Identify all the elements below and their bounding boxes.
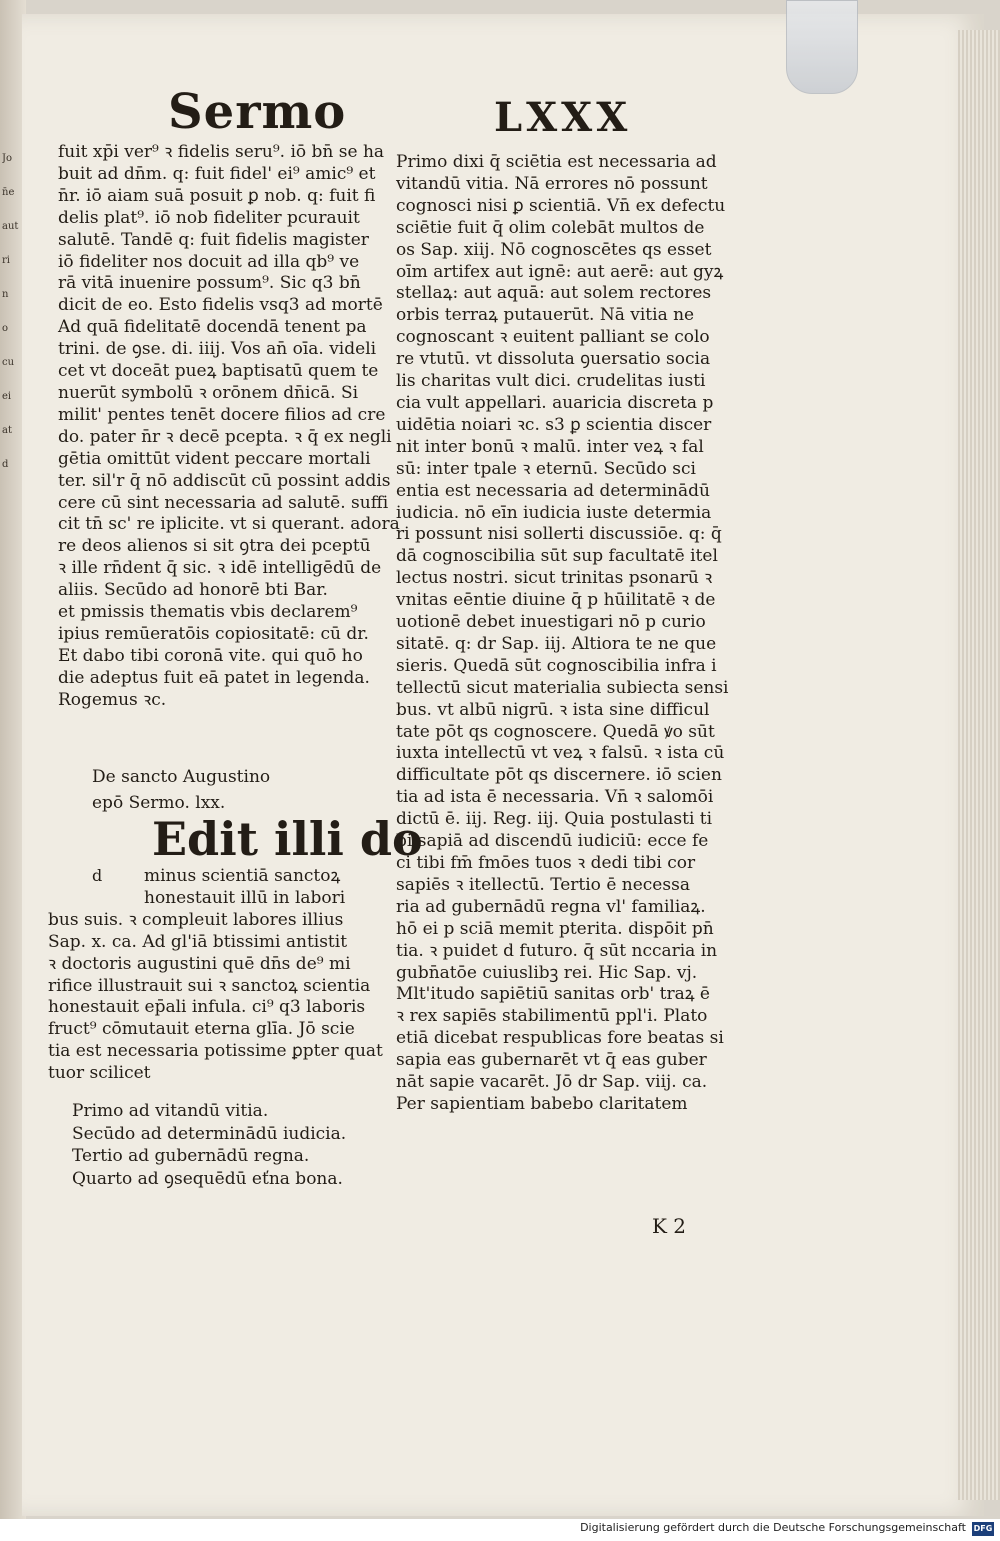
text-line: cognoscant ꝛ euitent palliant se colo	[396, 327, 710, 348]
text-line: Rogemus ꝛc.	[58, 689, 167, 710]
text-line: Per sapientiam babebo claritatem	[396, 1093, 688, 1114]
text-line: sitatē. q: dr Sap. iij. Altiora te ne que	[396, 633, 717, 654]
text-line: dā cognoscibilia sūt sup facultatē itel	[396, 546, 718, 567]
text-line: minus scientiā sanctoꝝ	[144, 866, 341, 886]
text-line: re deos alienos si sit ꝯtra dei pceptū	[58, 536, 371, 557]
text-line: re vtutū. vt dissoluta ꝯuersatio socia	[396, 349, 711, 370]
text-line: etiā dicebat respublicas fore beatas si	[396, 1028, 724, 1049]
text-line: ipius remūeratōis copiositatē: cū dr.	[58, 623, 369, 644]
text-line: orbis terraꝝ putauerūt. Nā vitia ne	[396, 305, 695, 326]
page-stack-edge	[958, 30, 1000, 1500]
text-line: rā vitā inuenire possum⁹. Sic q3 bn̄	[58, 273, 361, 294]
topic-item: Secūdo ad determinādū iudicia.	[72, 1123, 347, 1144]
text-column-left-continued	[48, 866, 383, 1085]
text-line: Sap. x. ca. Ad gl'iā btissimi antistit	[48, 931, 348, 952]
text-line: tia est necessaria potissime ꝑpter quat	[48, 1041, 383, 1062]
text-line: cet vt doceāt pueꝝ baptisatū quem te	[58, 361, 379, 382]
text-line: et pmissis thematis vbis declarem⁹	[58, 602, 358, 623]
text-line: fuit xp̄i ver⁹ ꝛ fidelis seru⁹. iō bn̄ se ha	[58, 142, 385, 162]
text-line: n̄r. iō aiam suā posuit ꝑ nob. q: fuit fi	[58, 185, 376, 206]
text-line: nuerūt symbolū ꝛ orōnem dn̄icā. Si	[58, 382, 359, 403]
text-line: lis charitas vult dici. crudelitas iusti	[396, 371, 706, 392]
text-line: uidētia noiari ꝛc. s3 ꝑ scientia discer	[396, 414, 712, 435]
text-line: hō ei p sciā memit pterita. dispōit pn̄	[396, 918, 714, 939]
topic-item: Quarto ad ꝯsequēdū eťna bona.	[72, 1168, 343, 1189]
text-line: sieris. Quedā sūt cognoscibilia infra i	[396, 655, 717, 676]
text-line: cia vult appellari. auaricia discreta p	[396, 392, 714, 413]
text-line: sapiēs ꝛ itellectū. Tertio ē necessa	[396, 874, 690, 895]
text-line: ꝛ ille rn̄dent q̄ sic. ꝛ idē intelligēdū de	[58, 558, 382, 579]
text-line: ria ad gubernādū regna vl' familiaꝝ.	[396, 896, 706, 917]
text-line: cit tn̄ sc' re iplicite. vt si querant. adora	[58, 514, 400, 535]
text-line: tia ad ista ē necessaria. Vn̄ ꝛ salomōi	[396, 787, 714, 808]
text-line: buit ad dn̄m. q: fuit fidel' ei⁹ amic⁹ et	[58, 163, 376, 184]
text-line: tate pōt qs cognoscere. Quedā ꝟo sūt	[396, 721, 715, 742]
sermon-title-line: epō Sermo. lxx.	[92, 793, 226, 813]
facing-page-fragment: Jo	[2, 153, 13, 164]
text-line: stellaꝝ: aut aquā: aut solem rectores	[396, 283, 712, 304]
text-line: tia. ꝛ puidet d futuro. q̄ sūt nccaria in	[396, 940, 718, 961]
text-line: dicit de eo. Esto fidelis vsq3 ad mortē	[58, 295, 383, 316]
text-line: ꝛ rex sapiēs stabilimentū ppl'i. Plato	[396, 1006, 708, 1027]
text-line: lectus nostri. sicut trinitas psonarū ꝛ	[396, 568, 713, 589]
text-line: os Sap. xiij. Nō cognoscētes qs esset	[396, 239, 712, 260]
text-line: iuxta intellectū vt veꝝ ꝛ falsū. ꝛ ista cū	[396, 743, 725, 764]
sermon-title-line: De sancto Augustino	[92, 767, 271, 787]
text-line: entia est necessaria ad determinādū	[396, 480, 710, 501]
text-line: vitandū vitia. Nā errores nō possunt	[396, 173, 708, 194]
topic-item: Tertio ad gubernādū regna.	[72, 1146, 310, 1166]
text-line: bi sapiā ad discendū iudiciū: ecce fe	[396, 831, 709, 852]
signature-mark: K 2	[652, 1214, 687, 1238]
text-line: Primo dixi q̄ sciētia est necessaria ad	[396, 152, 717, 172]
folio-number: LXXX	[494, 94, 632, 141]
facing-page-fragment: d	[2, 459, 9, 470]
sermon-title	[92, 764, 270, 816]
facing-page-fragment: ri	[2, 255, 10, 266]
running-head-left: Sermo	[168, 84, 347, 140]
text-line: die adeptus fuit eā patet in legenda.	[58, 667, 370, 688]
text-line: milit' pentes tenēt docere filios ad cre	[58, 404, 386, 425]
text-line: sciētie fuit q̄ olim colebāt multos de	[396, 217, 705, 238]
text-line: nāt sapie vacarēt. Jō dr Sap. viij. ca.	[396, 1072, 708, 1093]
text-line: iudicia. nō eīn iudicia iuste determia	[396, 502, 712, 523]
text-line: salutē. Tandē q: fuit fidelis magister	[58, 229, 369, 250]
text-line: aliis. Secūdo ad honorē bti Bar.	[58, 580, 328, 601]
footer-bar	[0, 1519, 1000, 1541]
footer-credit: Digitalisierung gefördert durch die Deutsche Forschungsgemeinschaft	[580, 1521, 966, 1534]
text-line: uotionē debet inuestigari nō p curio	[396, 612, 706, 633]
topic-list	[72, 1100, 346, 1190]
text-line: Et dabo tibi coronā vite. qui quō ho	[58, 645, 363, 666]
text-line: fruct⁹ cōmutauit eterna glīa. Jō scie	[48, 1019, 355, 1040]
text-line: do. pater n̄r ꝛ decē pcepta. ꝛ q̄ ex negli	[58, 426, 392, 447]
text-line: Ad quā fidelitatē docendā tenent pa	[58, 317, 367, 338]
text-line: dictū ē. iij. Reg. iij. Quia postulasti ti	[396, 809, 713, 830]
decorated-initial-line: Edit illi do	[152, 812, 423, 866]
text-line: sapia eas gubernarēt vt q̄ eas guber	[396, 1050, 707, 1071]
text-line: nit inter bonū ꝛ malū. inter veꝝ ꝛ fal	[396, 436, 704, 457]
facing-page-fragment: at	[2, 425, 12, 436]
text-line: trini. de ꝯse. di. iiij. Vos an̄ oīa. videli	[58, 339, 377, 360]
facing-page-fragment: o	[2, 323, 9, 334]
text-line: ter. sil'r q̄ nō addiscūt cū possint addis	[58, 470, 391, 491]
text-line: gubn̄atōe cuiuslibꝫ rei. Hic Sap. vj.	[396, 962, 698, 983]
facing-page-fragment: cu	[2, 357, 15, 368]
text-column-right	[396, 152, 736, 1116]
text-line: difficultate pōt qs discernere. iō scien	[396, 765, 722, 786]
text-line: iō fideliter nos docuit ad illa qb⁹ ve	[58, 251, 360, 272]
facing-page-fragment: ei	[2, 391, 12, 402]
text-line: gētia omittūt vident peccare mortali	[58, 448, 371, 469]
text-line: bus. vt albū nigrū. ꝛ ista sine difficul	[396, 699, 710, 720]
text-line: tellectū sicut materialia subiecta sensi	[396, 677, 729, 698]
book-clamp	[786, 0, 858, 94]
text-line: ci tibi fm̄ fmōes tuos ꝛ dedi tibi cor	[396, 853, 696, 873]
text-line: vnitas eēntie diuine q̄ p hūilitatē ꝛ de	[396, 590, 716, 611]
facing-page-fragment: n̄e	[2, 187, 15, 198]
text-column-left	[58, 142, 400, 712]
text-line: cere cū sint necessaria ad salutē. suffi	[58, 492, 389, 513]
text-line: honestauit illū in labori	[144, 887, 346, 908]
facing-page-fragment: n	[2, 289, 9, 300]
dfg-logo: DFG	[972, 1522, 994, 1536]
text-line: oīm artifex aut ignē: aut aerē: aut gyꝝ	[396, 261, 724, 282]
text-line: ꝛ doctoris augustini quē dn̄s de⁹ mi	[48, 953, 351, 974]
text-line: ri possunt nisi sollerti discussiōe. q: q̄	[396, 524, 722, 545]
guide-letter: d	[92, 866, 103, 885]
facing-page-fragment: aut	[2, 221, 19, 232]
text-line: sū: inter tpale ꝛ eternū. Secūdo sci	[396, 458, 696, 479]
text-line: delis plat⁹. iō nob fideliter pcurauit	[58, 207, 360, 228]
text-line: cognosci nisi ꝑ scientiā. Vn̄ ex defectu	[396, 195, 726, 216]
text-line: honestauit ep̄ali infula. ci⁹ q3 laboris	[48, 997, 366, 1018]
topic-item: Primo ad vitandū vitia.	[72, 1101, 269, 1121]
text-line: tuor scilicet	[48, 1063, 151, 1084]
text-line: bus suis. ꝛ compleuit labores illius	[48, 909, 344, 930]
text-line: Mlt'itudo sapiētiū sanitas orb' traꝝ ē	[396, 984, 710, 1005]
text-line: rifice illustrauit sui ꝛ sanctoꝝ scientia	[48, 975, 371, 996]
